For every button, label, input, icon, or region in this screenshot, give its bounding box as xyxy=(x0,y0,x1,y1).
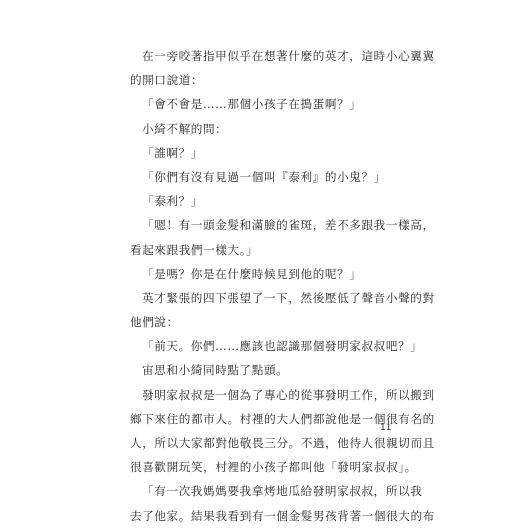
text-line: 「有一次我媽媽要我拿烤地瓜給發明家叔叔，所以我 xyxy=(142,484,423,499)
text-line: 英才緊張的四下張望了一下，然後壓低了聲音小聲的對 xyxy=(142,290,435,305)
text-line: 「泰利？」 xyxy=(142,194,203,209)
text-line: 很喜歡開玩笑，村裡的小孩子都叫他「發明家叔叔」。 xyxy=(130,460,417,475)
text-line: 看起來跟我們一樣大。」 xyxy=(130,242,259,257)
text-line: 「會不會是……那個小孩子在搗蛋啊？」 xyxy=(142,97,362,112)
text-line: 小綺不解的問： xyxy=(142,121,228,136)
text-line: 「前天。你們……應該也認識那個發明家叔叔吧？」 xyxy=(142,339,423,354)
text-line: 人，所以大家都對他敬畏三分。不過，他待人很親切而且 xyxy=(130,436,435,450)
page-number: 11 xyxy=(380,423,392,433)
body-text xyxy=(130,44,435,528)
text-line: 「是嗎？你是在什麼時候見到他的呢？」 xyxy=(142,266,362,281)
text-line: 鄉下來住的都市人。村裡的大人們都說他是一個很有名的 xyxy=(130,411,435,426)
text-line: 的開口說道： xyxy=(130,73,204,88)
text-line: 他們說： xyxy=(130,315,179,330)
text-line: 「嗯！有一頭金髮和滿臉的雀斑，差不多跟我一樣高， xyxy=(142,218,435,233)
text-line: 在一旁咬著指甲似乎在想著什麼的英才，這時小心翼翼 xyxy=(142,49,435,63)
text-line: 「誰啊？」 xyxy=(142,145,203,160)
text-line: 「你們有沒有見過一個叫『泰利』的小鬼？」 xyxy=(142,169,386,184)
text-line: 宙思和小綺同時點了點頭。 xyxy=(142,363,289,378)
text-line: 發明家叔叔是一個為了專心的從事發明工作，所以搬到 xyxy=(142,387,435,402)
text-line: 去了他家。結果我看到有一個金髮男孩背著一個很大的布 xyxy=(130,508,435,523)
